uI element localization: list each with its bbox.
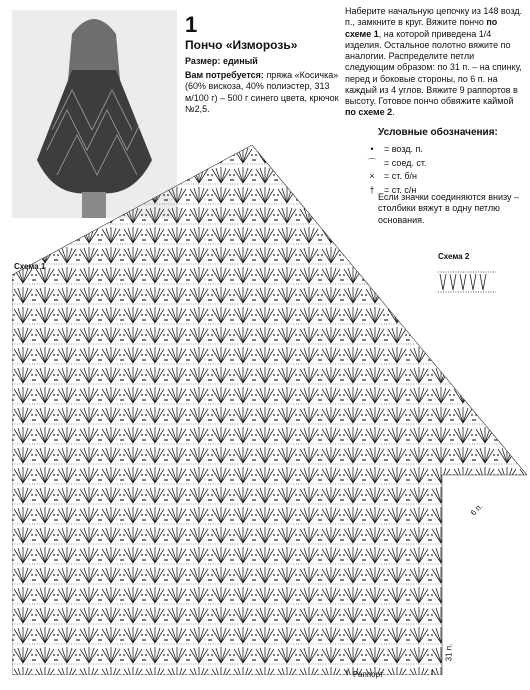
legend-label: = ст. с/н — [384, 184, 417, 195]
size-line — [185, 56, 258, 66]
rapport-label: Раппорт — [353, 670, 384, 679]
instr-seg: , на которой приведена 1/4 изделия. Остальное полотно вяжите по аналогии. Распределите петли следующим образом: по 31 п. – на спинку, перед и боковые стороны, по 6 п. на каждый из 4 углов. Вяжите 9 раппортов в высоту. Готовое пончо обвяжите каймой — [345, 28, 522, 106]
scheme2-label: Схема 2 — [438, 252, 470, 261]
materials-value: пряжа «Косичка» (60% вискоза, 40% полиэстер, 313 м/100 г) – 500 г синего цвета, крючок №2,5. — [185, 70, 339, 114]
legend-symbol: † — [369, 184, 375, 195]
legend-label: = ст. б/н — [384, 171, 418, 181]
instr-seg: Наберите начальную цепочку из 148 возд. п., замкните в круг. Вяжите пончо — [345, 6, 523, 28]
pattern-title: Пончо «Изморозь» — [185, 38, 298, 52]
materials-label: Вам потребуется: — [185, 70, 264, 80]
dimension-6: 6 п. — [468, 501, 485, 518]
legend-label: = возд. п. — [384, 144, 423, 154]
instr-seg: по схеме 2 — [345, 107, 393, 118]
legend-label: = соед. ст. — [384, 157, 427, 168]
crochet-chart-scheme2 — [438, 262, 498, 302]
size-label: Размер: — [185, 56, 221, 66]
instructions-text — [345, 6, 525, 119]
instr-seg: . — [392, 107, 395, 118]
instr-seg: по схеме 1 — [345, 17, 498, 39]
dimension-31: 31 п. — [444, 643, 454, 662]
legend-title: Условные обозначения: — [378, 127, 498, 138]
crochet-chart-scheme1 — [12, 145, 527, 675]
legend-symbol: • — [370, 144, 374, 154]
scheme1-label: Схема 1 — [14, 262, 46, 271]
legend-symbol: × — [369, 171, 375, 181]
materials-text — [185, 70, 340, 115]
legend-symbol: ⌒ — [367, 157, 377, 168]
size-value: единый — [222, 56, 258, 66]
pattern-number: 1 — [185, 12, 198, 37]
legend-note: Если значки соединяются внизу – столбики вяжут в одну петлю основания. — [378, 192, 520, 225]
